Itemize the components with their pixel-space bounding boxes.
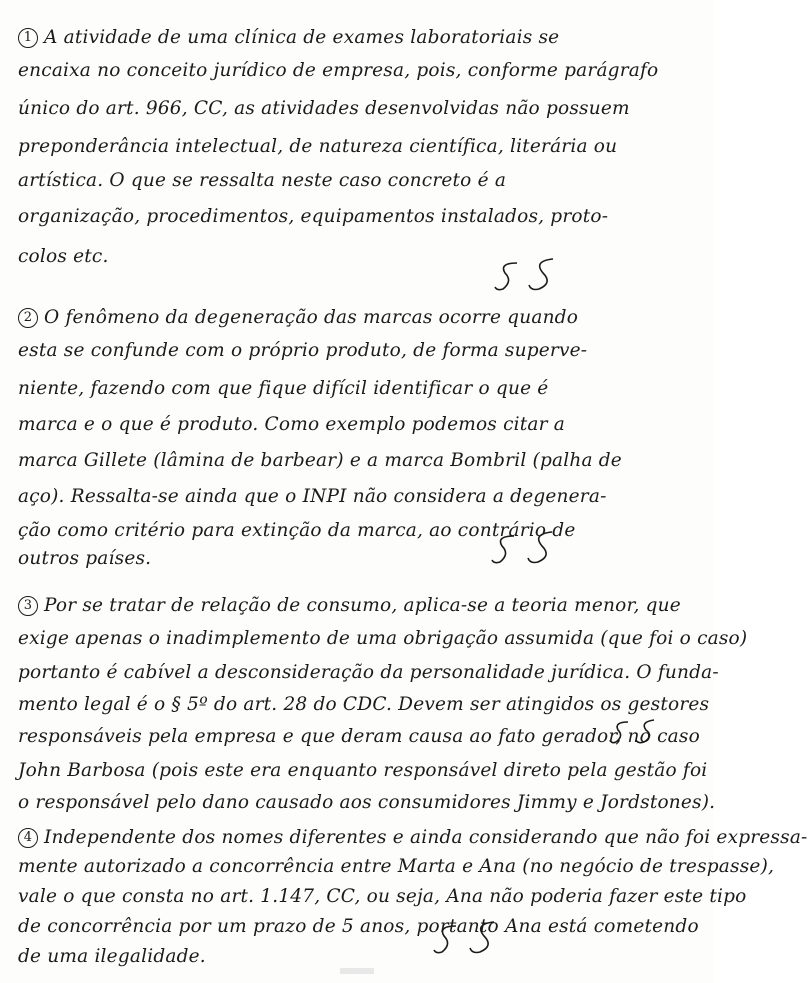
answer-4-line-4: de concorrência por um prazo de 5 anos, portanto Ana está cometendo [18, 916, 699, 937]
answer-1-line-6: organização, procedimentos, equipamentos instalados, proto- [18, 206, 609, 227]
answer-3-line-5: responsáveis pela empresa e que deram causa ao fato gerador, no caso [18, 726, 700, 747]
answer-1-line-5: artística. O que se ressalta neste caso concreto é a [18, 170, 507, 191]
answer-1-line-7: colos etc. [18, 246, 109, 267]
answer-1-line-4: preponderância intelectual, de natureza científica, literária ou [18, 136, 618, 157]
answer-number-circle: 2 [18, 308, 38, 328]
answer-2-line-1: 2 O fenômeno da degeneração das marcas ocorre quando [18, 308, 692, 328]
signature-mark [430, 918, 520, 958]
signature-mark [490, 528, 580, 568]
answer-4-line-5: de uma ilegalidade. [18, 946, 206, 967]
answer-2-line-5: marca Gillete (lâmina de barbear) e a marca Bombril (palha de [18, 450, 622, 471]
answer-4-line-2: mente autorizado a concorrência entre Marta e Ana (no negócio de trespasse), [18, 856, 775, 877]
answer-number-circle: 3 [18, 596, 38, 616]
answer-2-line-6: aço). Ressalta-se ainda que o INPI não considera a degenera- [18, 486, 607, 507]
scan-artifact [340, 968, 374, 974]
answer-2-line-3: niente, fazendo com que fique difícil identificar o que é [18, 378, 549, 399]
answer-3-line-3: portanto é cabível a desconsideração da personalidade jurídica. O funda- [18, 662, 719, 683]
answer-3-line-4: mento legal é o § 5º do art. 28 do CDC. Devem ser atingidos os gestores [18, 694, 710, 715]
answer-1-line-1: 1 A atividade de uma clínica de exames laboratoriais se [18, 28, 692, 48]
answer-2-line-4: marca e o que é produto. Como exemplo podemos citar a [18, 414, 565, 435]
answer-3-line-2: exige apenas o inadimplemento de uma obrigação assumida (que foi o caso) [18, 628, 748, 649]
answer-3-line-6: John Barbosa (pois este era enquanto responsável direto pela gestão foi [18, 760, 708, 781]
answer-number-circle: 1 [18, 28, 38, 48]
signature-mark [610, 718, 670, 748]
answer-1-line-2: encaixa no conceito jurídico de empresa, pois, conforme parágrafo [18, 60, 659, 81]
answer-2-line-7: ção como critério para extinção da marca, ao contrário de [18, 520, 576, 541]
answer-number-circle: 4 [18, 828, 38, 848]
answer-2-line-8: outros países. [18, 548, 152, 569]
answer-4-line-3: vale o que consta no art. 1.147, CC, ou seja, Ana não poderia fazer este tipo [18, 886, 747, 907]
answer-3-line-7: o responsável pelo dano causado aos consumidores Jimmy e Jordstones). [18, 792, 716, 813]
signature-mark [495, 255, 585, 295]
answer-3-line-1: 3 Por se tratar de relação de consumo, aplica-se a teoria menor, que [18, 596, 692, 616]
answer-4-line-1: 4 Independente dos nomes diferentes e ainda considerando que não foi expressa- [18, 828, 692, 848]
answer-2-line-2: esta se confunde com o próprio produto, de forma superve- [18, 340, 588, 361]
answer-1-line-3: único do art. 966, CC, as atividades desenvolvidas não possuem [18, 98, 630, 119]
